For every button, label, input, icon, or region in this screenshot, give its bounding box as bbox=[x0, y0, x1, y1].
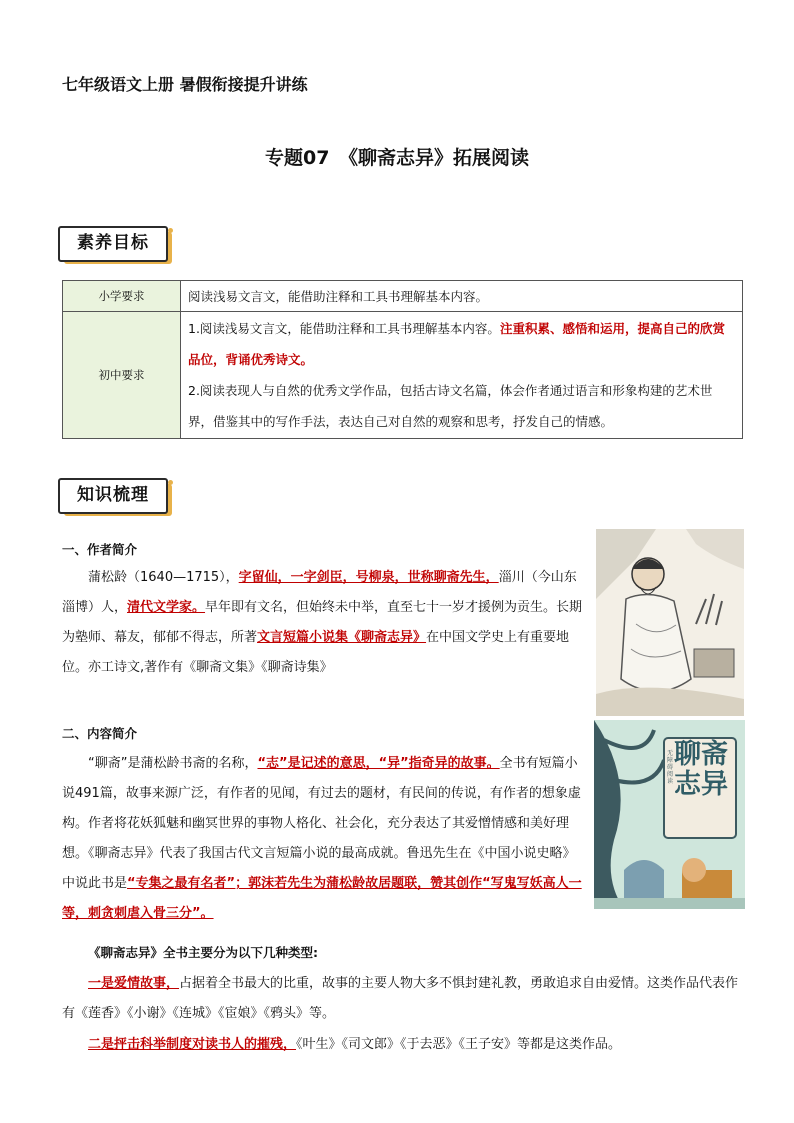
type-one-paragraph bbox=[62, 969, 746, 1029]
emphasis-text: 清代文学家。 bbox=[127, 600, 206, 615]
page-title: 专题07 《聊斋志异》拓展阅读 bbox=[265, 147, 529, 169]
emphasis-text: 二是抨击科举制度对读书人的摧残， bbox=[88, 1037, 297, 1052]
table-text: 2.阅读表现人与自然的优秀文学作品，包括古诗文名篇，体会作者通过语言和形象构建的艺术世界，借鉴其中的写作手法，表达自己对自然的观察和思考，抒发自己的情感。 bbox=[188, 383, 713, 429]
table-cell: 阅读浅易文言文，能借助注释和工具书理解基本内容。 bbox=[181, 281, 743, 312]
book-cover-title: 聊斋志异 bbox=[674, 739, 728, 800]
emphasis-text: “志”是记述的意思，“异”指奇异的故事。 bbox=[257, 756, 500, 771]
text: 早年即有文名，但始终未中举，直至七十一岁才援例为贡生。长期为塾师、幕友，郁郁不得志，所著 bbox=[62, 600, 583, 645]
types-heading: 《聊斋志异》全书主要分为以下几种类型: bbox=[88, 945, 318, 960]
table-text: 1.阅读浅易文言文，能借助注释和工具书理解基本内容。 bbox=[188, 321, 500, 336]
emphasis-text: 字留仙，一字剑臣，号柳泉，世称聊斋先生， bbox=[238, 570, 499, 585]
badge-label: 素养目标 bbox=[58, 226, 168, 262]
table-label: 小学要求 bbox=[63, 281, 181, 312]
section-badge-goals bbox=[58, 226, 174, 266]
table-row bbox=[63, 312, 743, 439]
emphasis-text: 一是爱情故事， bbox=[88, 976, 180, 991]
requirements-table bbox=[62, 280, 743, 439]
table-label: 初中要求 bbox=[63, 312, 181, 439]
text: 蒲松龄（1640—1715）， bbox=[88, 570, 239, 585]
section-badge-knowledge bbox=[58, 478, 174, 518]
content-heading: 二、内容简介 bbox=[62, 726, 138, 741]
type-two-paragraph bbox=[62, 1030, 746, 1060]
book-cover-side-text: 无障碍阅读 bbox=[667, 750, 674, 785]
text: 占据着全书最大的比重，故事的主要人物大多不惧封建礼教，勇敢追求自由爱情。这类作品代表作有《莲香》《小谢》《连城》《宦娘》《鸦头》等。 bbox=[62, 976, 739, 1021]
text: 全书有短篇小说491篇，故事来源广泛，有作者的见闻，有过去的题材，有民间的传说，有作者的想象虚构。作者将花妖狐魅和幽冥世界的事物人格化、社会化，充分表达了其爱憎情感和美好理想。《聊斋志异》代表了我国古代文言短篇小说的最高成就。鲁迅先生在《中国小说史略》中说此书是 bbox=[62, 756, 581, 891]
text: “聊斋”是蒲松龄书斋的名称， bbox=[88, 756, 258, 771]
text: 《叶生》《司文郎》《于去恶》《王子安》等都是这类作品。 bbox=[296, 1037, 622, 1052]
emphasis-text: 注重积累、感悟和运用，提高自己的欣赏品位，背诵优秀诗文。 bbox=[188, 321, 725, 367]
emphasis-text: 文言短篇小说集《聊斋志异》 bbox=[257, 630, 427, 645]
text: 淄川（今山东淄博）人， bbox=[62, 570, 577, 615]
emphasis-text: “专集之最有名者”；郭沫若先生为蒲松龄故居题联，赞其创作“写鬼写妖高人一等，刺贪刺虐入骨三分”。 bbox=[62, 876, 582, 921]
badge-label: 知识梳理 bbox=[58, 478, 168, 514]
header: 七年级语文上册 暑假衔接提升讲练 bbox=[62, 75, 308, 94]
content-paragraph bbox=[62, 749, 588, 929]
author-heading: 一、作者简介 bbox=[62, 542, 138, 557]
book-cover-image bbox=[594, 720, 745, 909]
author-paragraph bbox=[62, 563, 588, 683]
table-row bbox=[63, 281, 743, 312]
text: 在中国文学史上有重要地位。亦工诗文,著作有《聊斋文集》《聊斋诗集》 bbox=[62, 630, 570, 675]
table-cell bbox=[181, 312, 743, 439]
portrait-image bbox=[596, 529, 744, 716]
